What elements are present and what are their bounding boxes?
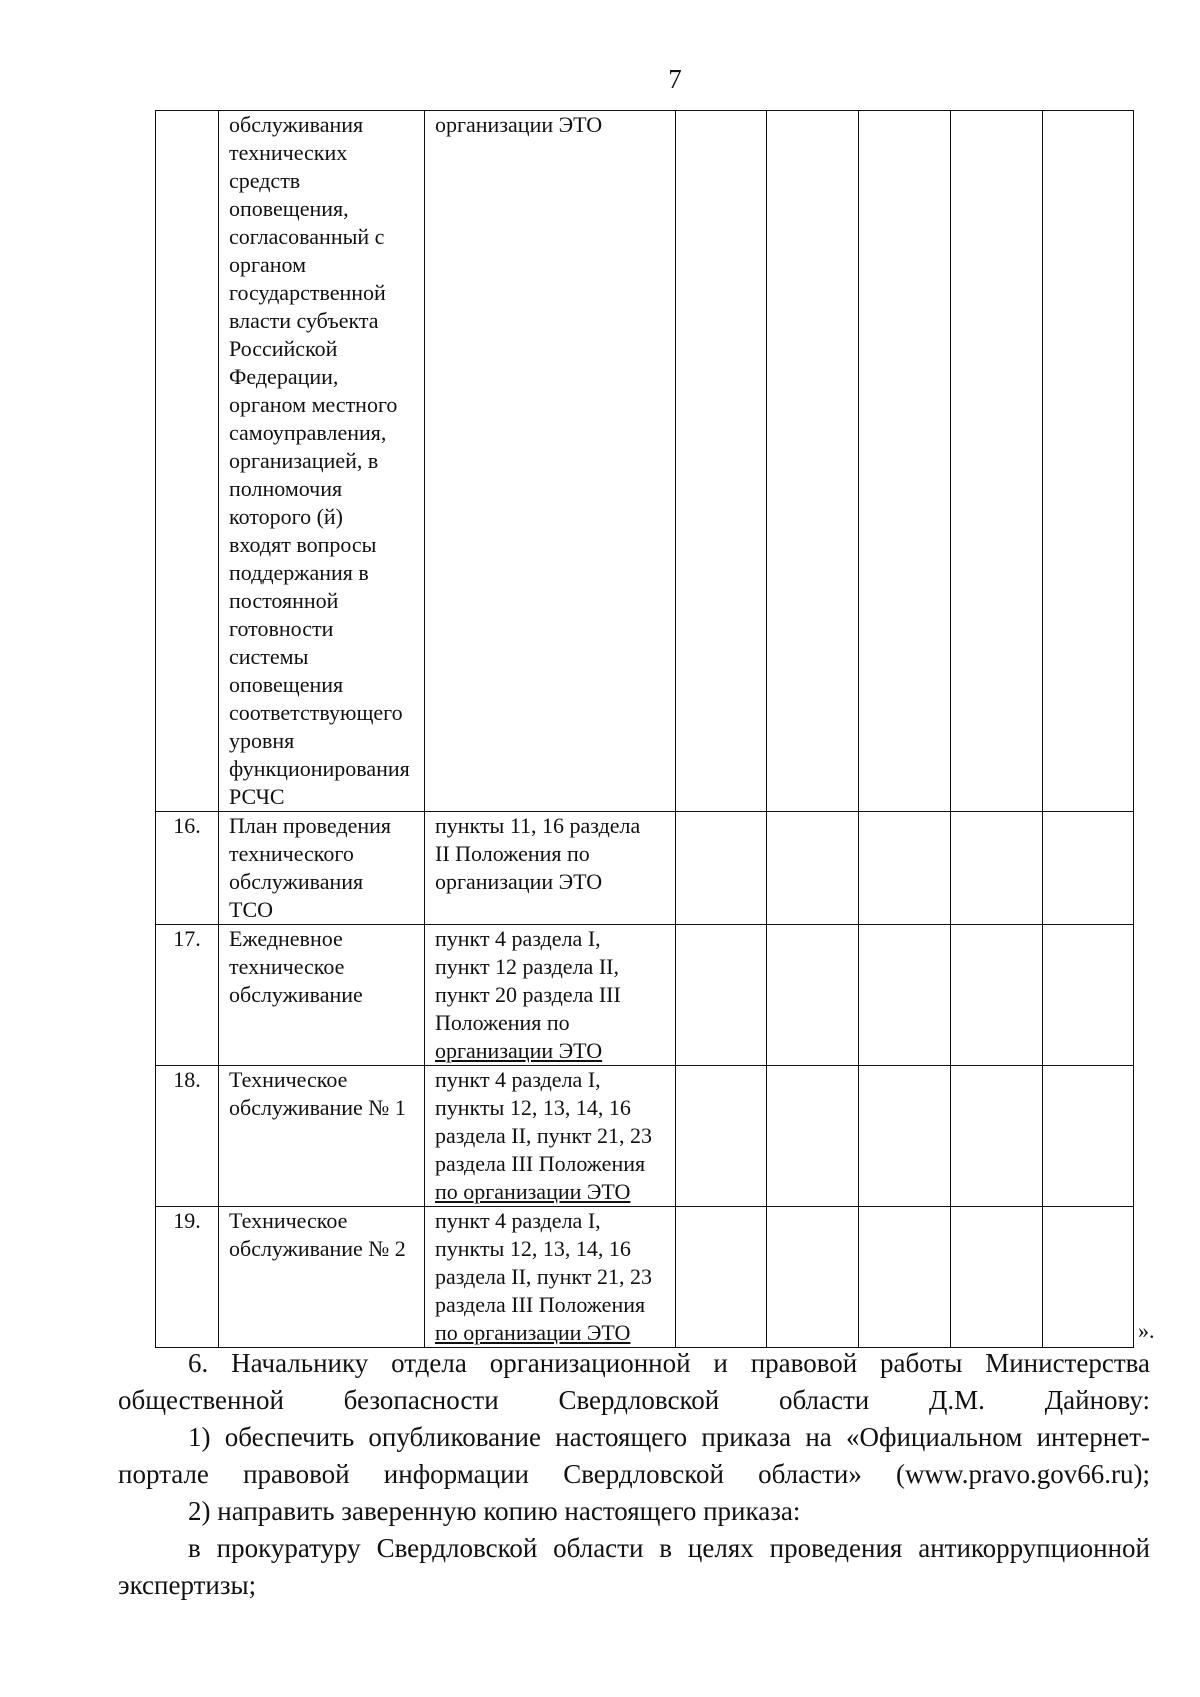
document-name-line: постоянной xyxy=(229,588,339,613)
document-name-line: Российской xyxy=(229,336,338,361)
paragraph-6-2-recipient: в прокуратуру Свердловской области в целях проведения антикоррупционной экспертизы; xyxy=(118,1533,1150,1600)
table-row xyxy=(156,1066,1134,1207)
legal-basis-line: пункты 11, 16 раздела xyxy=(435,813,641,838)
legal-basis-line: пункты 12, 13, 14, 16 xyxy=(435,1095,631,1120)
document-name-line: технического xyxy=(229,841,354,866)
row-number-cell: 16. xyxy=(156,812,219,925)
empty-cell xyxy=(1043,1066,1134,1207)
document-name-line: ТСО xyxy=(229,897,273,922)
document-name-line: которого (й) xyxy=(229,504,344,529)
legal-basis-line: раздела II, пункт 21, 23 xyxy=(435,1123,652,1148)
document-name-cell xyxy=(219,1066,425,1207)
document-name-cell xyxy=(219,1207,425,1348)
document-name-line: обслуживания xyxy=(229,112,364,137)
legal-basis-line: Положения по xyxy=(435,1010,570,1035)
legal-basis-line: организации ЭТО xyxy=(435,869,603,894)
legal-basis-line: организации ЭТО xyxy=(435,1038,603,1063)
document-name-cell xyxy=(219,111,425,812)
row-number-cell: 17. xyxy=(156,925,219,1066)
legal-basis-line: пункт 12 раздела II, xyxy=(435,954,619,979)
document-name-line: оповещения, xyxy=(229,196,349,221)
document-name-line: поддержания в xyxy=(229,560,369,585)
empty-cell xyxy=(767,925,859,1066)
empty-cell xyxy=(767,1207,859,1348)
legal-basis-line: по организации ЭТО xyxy=(435,1179,631,1204)
legal-basis-line: раздела II, пункт 21, 23 xyxy=(435,1264,652,1289)
table-row xyxy=(156,925,1134,1066)
document-name-line: оповещения xyxy=(229,672,344,697)
legal-basis-line: пункт 20 раздела III xyxy=(435,982,621,1007)
document-name-line: обслуживания xyxy=(229,869,364,894)
closing-quote: ». xyxy=(1138,1318,1155,1343)
legal-basis-line: пункты 12, 13, 14, 16 xyxy=(435,1236,631,1261)
empty-cell xyxy=(1043,111,1134,812)
table-body xyxy=(156,111,1134,1348)
empty-cell xyxy=(951,111,1043,812)
row-number-cell xyxy=(156,111,219,812)
paragraph-6: 6. Начальнику отдела организационной и правовой работы Министерства общественной безопасности Свердловской области Д.М. Дайнову: xyxy=(118,1348,1150,1415)
document-name-line: Техническое xyxy=(229,1208,348,1233)
document-name-line: власти субъекта xyxy=(229,308,379,333)
legal-basis-line: пункт 4 раздела I, xyxy=(435,1067,601,1092)
paragraph-6-1: 1) обеспечить опубликование настоящего приказа на «Официальном интернет-портале правовой информации Свердловской области» (www.pravo.gov66.ru); xyxy=(118,1422,1150,1489)
document-name-line: обслуживание № 1 xyxy=(229,1095,406,1120)
document-name-line: обслуживание xyxy=(229,982,363,1007)
empty-cell xyxy=(951,925,1043,1066)
document-name-line: План проведения xyxy=(229,813,392,838)
row-number-cell: 18. xyxy=(156,1066,219,1207)
document-name-line: системы xyxy=(229,644,309,669)
empty-cell xyxy=(1043,1207,1134,1348)
empty-cell xyxy=(859,925,951,1066)
table-row xyxy=(156,812,1134,925)
legal-basis-cell xyxy=(425,812,676,925)
legal-basis-line: раздела III Положения xyxy=(435,1292,646,1317)
legal-basis-cell xyxy=(425,111,676,812)
empty-cell xyxy=(951,1066,1043,1207)
legal-basis-line: пункт 4 раздела I, xyxy=(435,1208,601,1233)
empty-cell xyxy=(767,1066,859,1207)
legal-basis-line: организации ЭТО xyxy=(435,112,603,137)
empty-cell xyxy=(767,111,859,812)
document-name-line: Ежедневное xyxy=(229,926,343,951)
empty-cell xyxy=(767,812,859,925)
empty-cell xyxy=(951,812,1043,925)
document-name-line: органом местного xyxy=(229,392,398,417)
row-number-cell: 19. xyxy=(156,1207,219,1348)
page-number: 7 xyxy=(668,64,682,94)
empty-cell xyxy=(859,111,951,812)
legal-basis-line: раздела III Положения xyxy=(435,1151,646,1176)
document-name-line: готовности xyxy=(229,616,334,641)
document-name-line: государственной xyxy=(229,280,386,305)
document-name-line: обслуживание № 2 xyxy=(229,1236,406,1261)
document-name-line: техническое xyxy=(229,954,345,979)
legal-basis-cell xyxy=(425,925,676,1066)
empty-cell xyxy=(859,1066,951,1207)
table-row xyxy=(156,111,1134,812)
table-row xyxy=(156,1207,1134,1348)
empty-cell xyxy=(1043,812,1134,925)
document-name-cell xyxy=(219,812,425,925)
empty-cell xyxy=(676,111,767,812)
document-name-line: РСЧС xyxy=(229,784,285,809)
document-name-line: органом xyxy=(229,252,307,277)
empty-cell xyxy=(859,812,951,925)
document-name-line: организацией, в xyxy=(229,448,379,473)
document-name-line: соответствующего xyxy=(229,700,403,725)
document-name-line: самоуправления, xyxy=(229,420,387,445)
empty-cell xyxy=(859,1207,951,1348)
document-name-line: функционирования xyxy=(229,756,410,781)
document-name-line: технических xyxy=(229,140,348,165)
document-name-cell xyxy=(219,925,425,1066)
document-name-line: Федерации, xyxy=(229,364,339,389)
document-name-line: входят вопросы xyxy=(229,532,377,557)
document-name-line: Техническое xyxy=(229,1067,348,1092)
legal-basis-cell xyxy=(425,1207,676,1348)
empty-cell xyxy=(1043,925,1134,1066)
regulation-table xyxy=(155,110,1134,1348)
document-name-line: уровня xyxy=(229,728,295,753)
document-name-line: полномочия xyxy=(229,476,343,501)
empty-cell xyxy=(951,1207,1043,1348)
document-name-line: средств xyxy=(229,168,301,193)
legal-basis-line: по организации ЭТО xyxy=(435,1320,631,1345)
paragraph-6-2: 2) направить заверенную копию настоящего приказа: xyxy=(188,1496,801,1526)
empty-cell xyxy=(676,925,767,1066)
legal-basis-line: II Положения по xyxy=(435,841,590,866)
empty-cell xyxy=(676,812,767,925)
empty-cell xyxy=(676,1207,767,1348)
legal-basis-line: пункт 4 раздела I, xyxy=(435,926,601,951)
empty-cell xyxy=(676,1066,767,1207)
legal-basis-cell xyxy=(425,1066,676,1207)
document-name-line: согласованный с xyxy=(229,224,385,249)
body-text xyxy=(118,1345,1150,1604)
